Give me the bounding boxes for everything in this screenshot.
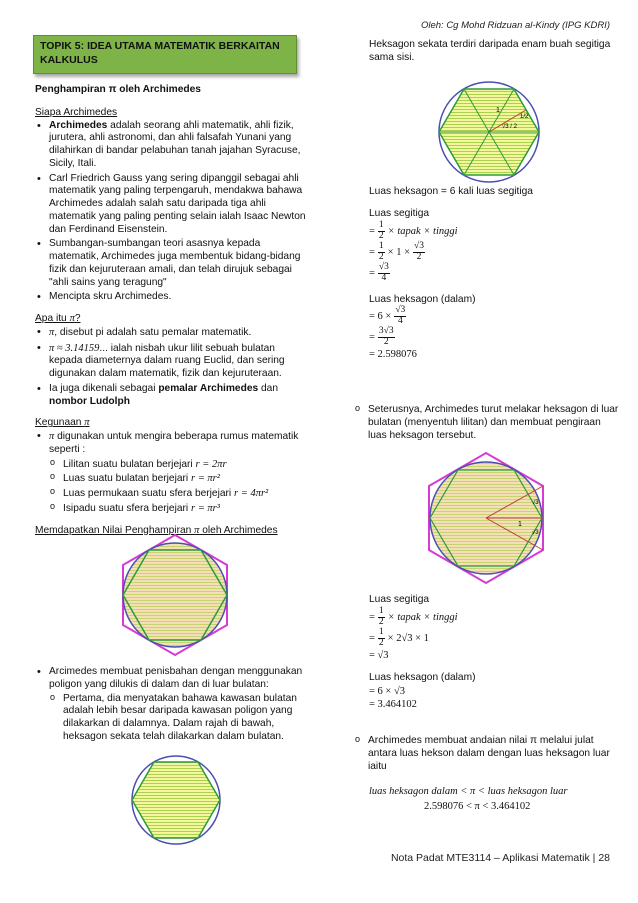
inequality-values: 2.598076 < π < 3.464102 bbox=[424, 801, 531, 812]
list-item: • Archimedes adalah seorang ahli matematik, ahli fizik, jurutera, ahli astronomi, dan ahli falsafah Yunani yang dilahirkan di bandar pelabuhan tanah jajahan Syracuse, Sicily, Itali. bbox=[35, 120, 307, 171]
sub-item: o Luas permukaan suatu sfera berjejari r = 4πr² bbox=[49, 487, 307, 501]
approx-title: Memdapatkan Nilai Penghampiran π oleh Archimedes bbox=[35, 524, 278, 536]
calc-line: = 3.464102 bbox=[369, 698, 417, 710]
inscribed-hexagon-figure bbox=[128, 752, 224, 848]
sub-item: o Lilitan suatu bulatan berjejari r = 2πr bbox=[49, 458, 307, 472]
list-item: • Sumbangan-sumbangan teori asasnya kepada matematik, Archimedes juga membentuk bidang-bidang fizik dan kejuruteraan amali, dan telah dirujuk sebagai "ahli sains yang teragung" bbox=[35, 238, 307, 289]
calc-line: = $\frac{1}{2}$ × 2√3 × 1 bbox=[369, 626, 429, 648]
label-root3-top: √3 bbox=[532, 500, 539, 506]
list-item: • π digunakan untuk mengira beberapa rumus matematik seperti : o Lilitan suatu bulatan berjejari r = 2πr o Luas suatu bulatan berjejari r = πr² o Luas permukaan suatu sfera berjejari r = 4πr² o Isipadu suatu sfera berjejari r = πr³ bbox=[35, 430, 307, 516]
circle bbox=[123, 543, 227, 647]
topic-title: TOPIK 5: IDEA UTAMA MATEMATIK BERKAITAN KALKULUS bbox=[40, 40, 280, 66]
area-note: Luas heksagon = 6 kali luas segitiga bbox=[369, 186, 533, 197]
section-heading: Penghampiran π oleh Archimedes bbox=[35, 84, 201, 95]
calc-line: = $\frac{√3}{4}$ bbox=[369, 261, 389, 283]
list-item: • Carl Friedrich Gauss yang sering dipanggil sebagai ahli matematik yang paling terpengaruh, mendakwa bahawa Archimedes adalah salah satu daripada tiga ahli matematik yang paling penting selain ialah Isaac Newton dan Ferdinand Eisenstein. bbox=[35, 173, 307, 237]
list-item: • π ≈ 3.14159... ialah nisbah ukur lilit sebuah bulatan kepada diameternya dalam ruang Euclid, dan sering digunakan dalam matematik, fizik dan kejuruteraan. bbox=[35, 342, 307, 381]
who-title: Siapa Archimedes bbox=[35, 106, 118, 118]
poly-section bbox=[35, 666, 307, 746]
calc-line: = 2.598076 bbox=[369, 349, 417, 361]
what-title: Apa itu π? bbox=[35, 313, 81, 324]
calc-line: = $\frac{1}{2}$ × tapak × tinggi bbox=[369, 219, 458, 241]
list-item: • Mencipta skru Archimedes. bbox=[35, 291, 307, 304]
list-item: • π, disebut pi adalah satu pemalar matematik. bbox=[35, 326, 307, 340]
list-item: • Ia juga dikenali sebagai pemalar Archimedes dan nombor Ludolph bbox=[35, 383, 307, 409]
label-one: 1 bbox=[496, 107, 500, 114]
sub-item: o Pertama, dia menyatakan bahawa kawasan bulatan adalah lebih besar daripada kawasan poligon yang dilakarkan di dalamnya. Dalam rajah di bawah, heksagon sekata telah dilakarkan dalam bulatan. bbox=[49, 693, 307, 744]
inner-hexagon bbox=[132, 762, 220, 838]
calc-line: = $\frac{1}{2}$ × 1 × $\frac{√3}{2}$ bbox=[369, 240, 424, 262]
outer-hexagon-note bbox=[354, 404, 619, 443]
calc-line: = 6 × √3 bbox=[369, 685, 405, 697]
inequality-words: luas heksagon dalam < π < luas heksagon luar bbox=[369, 786, 568, 797]
calc-title: Luas segitiga bbox=[369, 594, 430, 605]
page-footer: Nota Padat MTE3114 – Aplikasi Matematik | 28 bbox=[390, 852, 610, 864]
triangle-area-calc bbox=[369, 208, 619, 361]
label-half: 1/2 bbox=[520, 114, 529, 120]
calc-line: = √3 bbox=[369, 649, 389, 661]
calc-line: = $\frac{1}{2}$ × tapak × tinggi bbox=[369, 605, 458, 627]
calc-line: = 6 × $\frac{√3}{4}$ bbox=[369, 305, 406, 327]
label-one: 1 bbox=[518, 521, 522, 528]
use-title: Kegunaan π bbox=[35, 417, 90, 429]
poly-list bbox=[35, 666, 307, 744]
triangle-hexagon-figure bbox=[430, 78, 548, 186]
circumscribed-hexagon-figure bbox=[422, 450, 550, 586]
left-column bbox=[35, 84, 307, 537]
calc-line: = $\frac{3√3}{2}$ bbox=[369, 326, 394, 348]
calc-title: Luas heksagon (dalam) bbox=[369, 293, 476, 305]
sub-item: o Archimedes membuat andaian nilai π melalui julat antara luas hekson dalam dengan luas heksagon luar iaitu bbox=[354, 735, 619, 773]
calc-title: Luas heksagon (dalam) bbox=[369, 671, 476, 683]
circle-hexagons-figure bbox=[110, 530, 240, 660]
list-item: • Arcimedes membuat penisbahan dengan menggunakan poligon yang dilukis di dalam dan di luar bulatan: o Pertama, dia menyatakan bahawa kawasan bulatan adalah lebih besar daripada kawasan poligon yang dilakarkan di dalamnya. Dalam rajah di bawah, heksagon sekata telah dilakarkan dalam bulatan. bbox=[35, 666, 307, 744]
outer-triangle-calc bbox=[369, 594, 619, 711]
calc-title: Luas segitiga bbox=[369, 208, 430, 219]
sub-item: o Isipadu suatu sfera berjejari r = πr³ bbox=[49, 502, 307, 516]
sub-item: o Luas suatu bulatan berjejari r = πr² bbox=[49, 472, 307, 486]
label-height: √3 / 2 bbox=[502, 124, 517, 130]
final-note bbox=[354, 735, 619, 774]
sub-item: o Seterusnya, Archimedes turut melakar heksagon di luar bulatan (menyentuh lilitan) dan membuat pengiraan luas heksagon tersebut. bbox=[354, 404, 619, 442]
who-list bbox=[35, 120, 307, 305]
author-credit: Oleh: Cg Mohd Ridzuan al-Kindy (IPG KDRI) bbox=[420, 20, 610, 31]
what-list bbox=[35, 326, 307, 409]
label-root3-bottom: √3 bbox=[532, 530, 539, 536]
topic-banner bbox=[33, 35, 297, 74]
intro-text: Heksagon sekata terdiri daripada enam buah segitiga sama sisi. bbox=[369, 39, 611, 63]
use-list bbox=[35, 430, 307, 516]
